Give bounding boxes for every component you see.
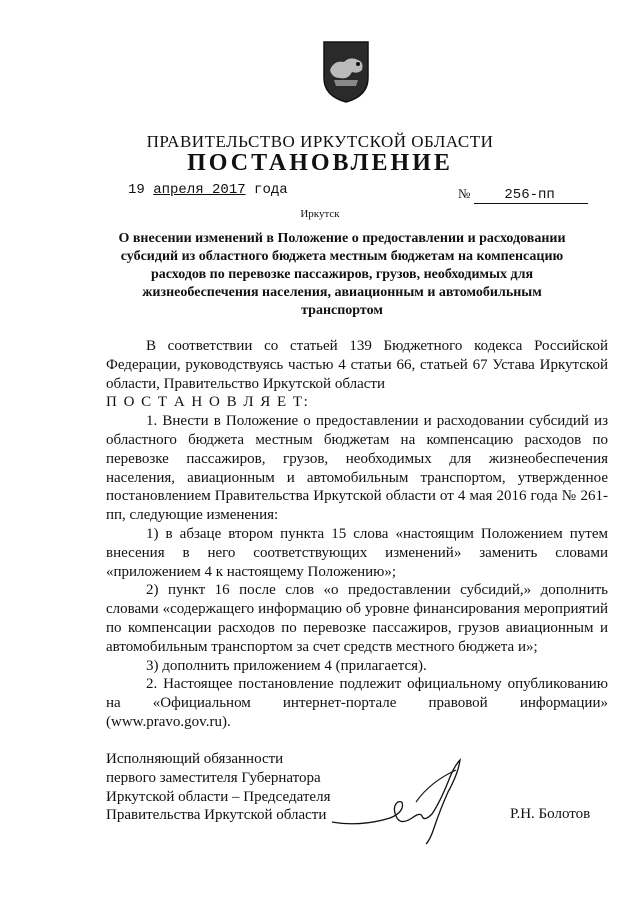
signer-line: Исполняющий обязанности: [106, 751, 284, 767]
item-1-2-paragraph: 2) пункт 16 после слов «о предоставлении субсидий,» дополнить словами «содержащего информацию об уровне финансирования мероприятий по компенсации расходов по перевозке пассажиров, грузов авиационным и автомобильным транспортом за счет средств местного бюджета и»;: [106, 582, 608, 655]
signer-name: Р.Н. Болотов: [510, 806, 591, 822]
handwritten-signature: [330, 752, 480, 852]
number-sign: №: [458, 186, 471, 201]
government-name: ПРАВИТЕЛЬСТВО ИРКУТСКОЙ ОБЛАСТИ: [146, 132, 494, 151]
signer-line: Правительства Иркутской области: [106, 807, 327, 824]
city-name: Иркутск: [300, 208, 340, 220]
item-1-paragraph: 1. Внести в Положение о предоставлении и расходовании субсидий из областного бюджета местным бюджетам на компенсацию расходов по перевозке пассажиров, грузов, необходимых для жизнеобеспечения населения, авиационным и автомобильным транспортом, утвержденное постановлением Правительства Иркутской области от 4 мая 2016 года № 261-пп, следующие изменения:: [106, 413, 608, 524]
document-body: [106, 337, 608, 732]
date-day: 19: [128, 182, 145, 198]
coat-of-arms-icon: [320, 40, 372, 104]
signer-line: Иркутской области – Председателя: [106, 788, 331, 805]
document-date: [128, 182, 288, 198]
date-suffix: года: [254, 182, 288, 198]
number-value: 256-пп: [474, 187, 588, 204]
item-2-paragraph: 2. Настоящее постановление подлежит официальному опубликованию на «Официальном интернет-портале правовой информации» (www.pravo.gov.ru).: [106, 676, 608, 730]
document-type: ПОСТАНОВЛЕНИЕ: [187, 150, 453, 176]
preamble-paragraph: В соответствии со статьей 139 Бюджетного кодекса Российской Федерации, руководствуясь частью 4 статьи 66, статьей 67 Устава Иркутской области, Правительство Иркутской области: [106, 338, 608, 392]
document-number: [458, 186, 588, 204]
decree-word: П О С Т А Н О В Л Я Е Т:: [106, 394, 310, 411]
document-title: О внесении изменений в Положение о предоставлении и расходовании субсидий из областного бюджета местным бюджетам на компенсацию расходов по перевозке пассажиров, грузов, необходимых для жизнеобеспечения населения, авиационным и автомобильным транспортом: [118, 231, 566, 318]
date-month-year: апреля 2017: [153, 182, 246, 198]
item-1-1-paragraph: 1) в абзаце втором пункта 15 слова «настоящим Положением путем внесения в него соответствующих изменений» заменить словами «приложением 4 к настоящему Положению»;: [106, 525, 608, 580]
signer-line: первого заместителя Губернатора: [106, 769, 321, 786]
signer-position: [106, 750, 330, 825]
item-1-3-paragraph: 3) дополнить приложением 4 (прилагается).: [146, 657, 427, 674]
